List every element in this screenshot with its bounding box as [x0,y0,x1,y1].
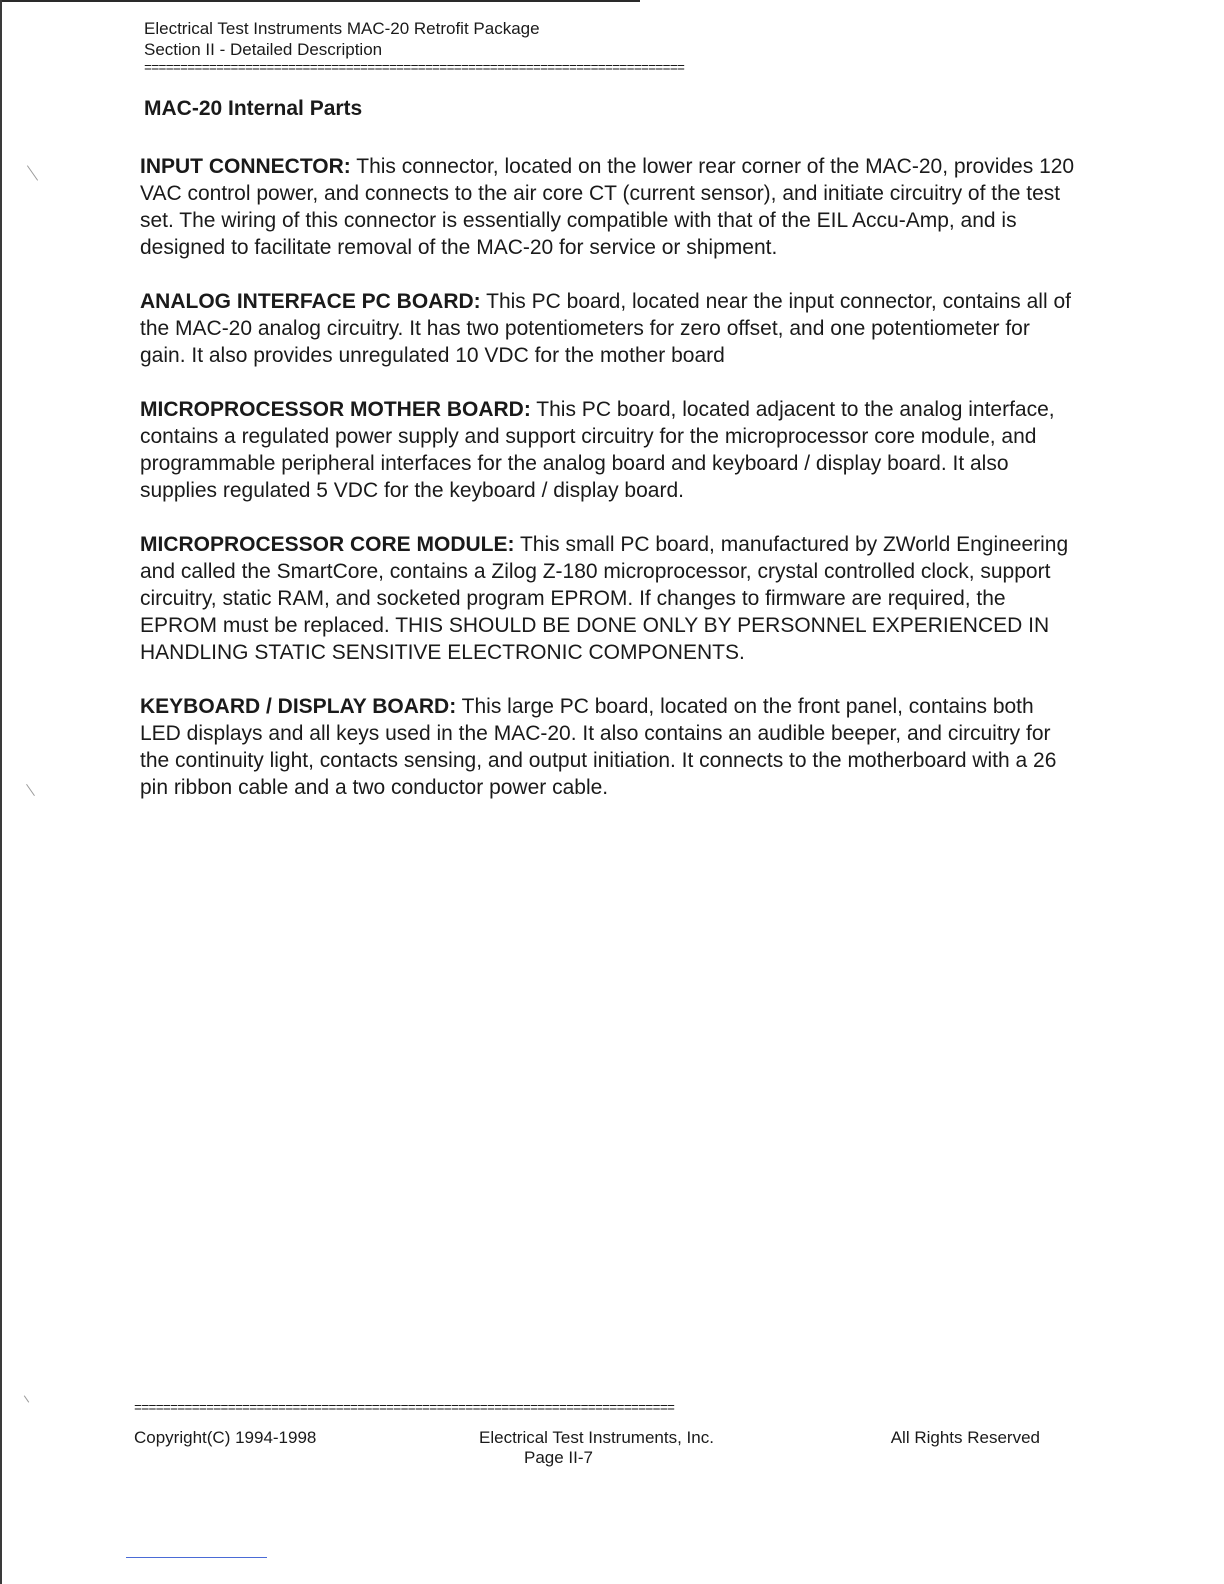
scan-mark [27,165,38,180]
paragraph-text: This small PC board, manufactured by ZWorld Engineering and called the SmartCore, contains a Zilog Z-180 microprocessor, crystal controlled clock, support circuitry, static RAM, and socketed program EPROM. If changes to firmware are required, the EPROM must be replaced. THIS SHOULD BE DONE ONLY BY PERSONNEL EXPERIENCED IN HANDLING STATIC SENSITIVE ELECTRONIC COMPONENTS. [140,533,1069,664]
scan-mark [26,784,35,796]
footer-row [134,1428,1044,1450]
paragraph-keyboard-display [140,693,1080,801]
footer-rights: All Rights Reserved [890,1428,1040,1447]
paragraph-text: This PC board, located near the input connector, contains all of the MAC-20 analog circuitry. It has two potentiometers for zero offset, and one potentiometer for gain. It also provides unregulated 10 VDC for the mother board [140,290,1071,367]
scan-edge-top [0,0,640,2]
footer-company: Electrical Test Instruments, Inc. [479,1428,714,1447]
paragraph-text: This large PC board, located on the front panel, contains both LED displays and all keys used in the MAC-20. It also contains an audible beeper, and circuitry for the continuity light, contacts sensing, and output initiation. It connects to the motherboard with a 26 pin ribbon cable and a two conductor power cable. [140,695,1057,799]
page-footer [134,1403,1044,1467]
paragraph-term: MICROPROCESSOR MOTHER BOARD: [140,398,531,421]
paragraph-mother-board [140,396,1080,504]
bottom-underline [126,1557,267,1558]
paragraph-text: This connector, located on the lower rear corner of the MAC-20, provides 120 VAC control power, and connects to the air core CT (current sensor), and initiate circuitry of the test set. The wiring of this connector is essentially compatible with that of the EIL Accu-Amp, and is designed to facilitate removal of the MAC-20 for service or shipment. [140,155,1075,259]
paragraph-analog-interface [140,288,1080,369]
header-section: Section II - Detailed Description [144,40,383,59]
paragraph-input-connector [140,153,1080,261]
page-header [144,18,1039,77]
paragraph-term: ANALOG INTERFACE PC BOARD: [140,290,481,313]
section-title: MAC-20 Internal Parts [144,97,363,120]
scan-edge-left [0,0,2,1584]
paragraph-term: KEYBOARD / DISPLAY BOARD: [140,695,457,718]
scan-mark [24,1395,29,1402]
paragraph-text: This PC board, located adjacent to the analog interface, contains a regulated power supply and support circuitry for the microprocessor core module, and programmable peripheral interfaces for the analog board and keyboard / display board. It also supplies regulated 5 VDC for the keyboard / display board. [140,398,1055,502]
page-number: Page II-7 [524,1448,593,1467]
header-rule: =========================================================================== [144,63,685,77]
paragraph-core-module [140,531,1080,666]
body-content [140,153,1080,828]
footer-copyright: Copyright(C) 1994-1998 [134,1428,317,1447]
paragraph-term: INPUT CONNECTOR: [140,155,351,178]
header-title: Electrical Test Instruments MAC-20 Retrofit Package [144,19,540,38]
footer-rule: =========================================================================== [134,1403,675,1417]
paragraph-term: MICROPROCESSOR CORE MODULE: [140,533,515,556]
